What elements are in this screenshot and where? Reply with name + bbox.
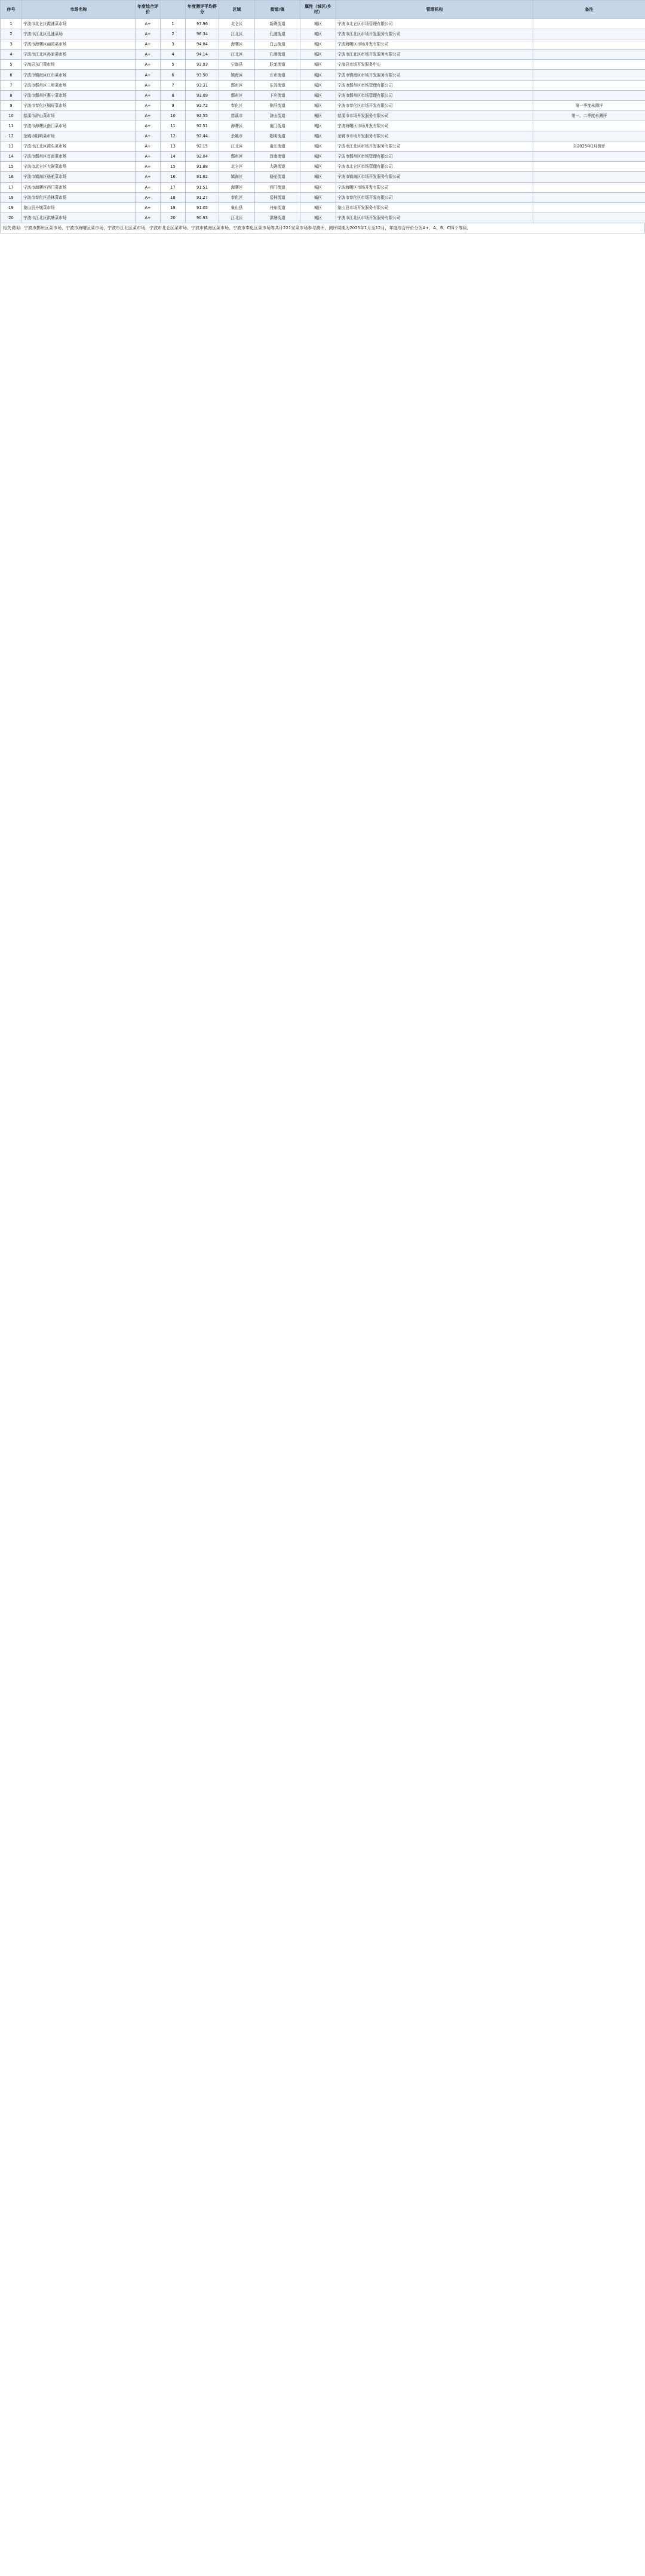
cell-district: 慈溪市 — [219, 110, 255, 121]
cell-remark — [533, 182, 645, 192]
cell-annual-grade: A+ — [136, 50, 161, 60]
cell-average-score: 93.09 — [186, 90, 219, 100]
cell-district: 海曙区 — [219, 39, 255, 50]
cell-average-score: 90.93 — [186, 213, 219, 223]
cell-rank: 19 — [161, 202, 186, 213]
cell-district: 奉化区 — [219, 100, 255, 110]
cell-attribute: 城区 — [300, 213, 336, 223]
table-row — [1, 152, 645, 162]
cell-rank: 13 — [161, 141, 186, 152]
cell-management: 余姚市市场开发服务有限公司 — [336, 131, 533, 141]
cell-market-name: 宁波市奉化区锦屏菜市场 — [22, 100, 136, 110]
cell-average-score: 92.04 — [186, 152, 219, 162]
cell-management: 宁波市北仑区市场管理有限公司 — [336, 162, 533, 172]
cell-average-score: 92.72 — [186, 100, 219, 110]
table-row — [1, 121, 645, 131]
header-market-name: 市场名称 — [22, 1, 136, 19]
cell-district: 鄞州区 — [219, 90, 255, 100]
cell-attribute: 城区 — [300, 182, 336, 192]
cell-annual-grade: A+ — [136, 162, 161, 172]
cell-attribute: 城区 — [300, 162, 336, 172]
cell-remark — [533, 121, 645, 131]
header-index: 序号 — [1, 1, 22, 19]
cell-attribute: 城区 — [300, 90, 336, 100]
cell-index: 3 — [1, 39, 22, 50]
cell-district: 象山县 — [219, 202, 255, 213]
cell-street-town: 甬江街道 — [255, 141, 300, 152]
cell-management: 宁波市鄞州区市场管理有限公司 — [336, 152, 533, 162]
cell-remark — [533, 162, 645, 172]
cell-attribute: 城区 — [300, 70, 336, 80]
cell-index: 4 — [1, 50, 22, 60]
cell-district: 江北区 — [219, 50, 255, 60]
cell-street-town: 骆驼街道 — [255, 172, 300, 182]
cell-remark — [533, 50, 645, 60]
cell-street-town: 首南街道 — [255, 152, 300, 162]
cell-district: 镇海区 — [219, 70, 255, 80]
header-district: 区域 — [219, 1, 255, 19]
cell-street-town: 孔浦街道 — [255, 29, 300, 39]
cell-index: 8 — [1, 90, 22, 100]
table-row — [1, 172, 645, 182]
cell-street-town: 新碶街道 — [255, 19, 300, 29]
cell-market-name: 宁波市镇海区庄市菜市场 — [22, 70, 136, 80]
cell-rank: 11 — [161, 121, 186, 131]
cell-attribute: 城区 — [300, 121, 336, 131]
table-row — [1, 70, 645, 80]
cell-annual-grade: A+ — [136, 182, 161, 192]
cell-annual-grade: A+ — [136, 141, 161, 152]
cell-average-score: 92.55 — [186, 110, 219, 121]
table-row — [1, 192, 645, 202]
table-row — [1, 162, 645, 172]
table-row — [1, 131, 645, 141]
cell-district: 北仑区 — [219, 19, 255, 29]
cell-street-town: 下应街道 — [255, 90, 300, 100]
cell-rank: 7 — [161, 80, 186, 90]
cell-index: 13 — [1, 141, 22, 152]
cell-management: 宁波海曙区市场开发有限公司 — [336, 182, 533, 192]
cell-attribute: 城区 — [300, 80, 336, 90]
cell-market-name: 宁波市海曙区丽园菜市场 — [22, 39, 136, 50]
cell-district: 余姚市 — [219, 131, 255, 141]
cell-market-name: 宁波市海曙区西门菜市场 — [22, 182, 136, 192]
cell-remark: 自2025年1月测评 — [533, 141, 645, 152]
cell-average-score: 94.14 — [186, 50, 219, 60]
cell-rank: 1 — [161, 19, 186, 29]
cell-street-town: 庄市街道 — [255, 70, 300, 80]
cell-rank: 15 — [161, 162, 186, 172]
cell-street-town: 浒山街道 — [255, 110, 300, 121]
cell-management: 慈溪市市场开发服务有限公司 — [336, 110, 533, 121]
cell-index: 5 — [1, 60, 22, 70]
cell-rank: 5 — [161, 60, 186, 70]
header-rank — [161, 1, 186, 19]
cell-rank: 17 — [161, 182, 186, 192]
cell-market-name: 余姚市阳明菜市场 — [22, 131, 136, 141]
cell-market-name: 宁波市镇海区骆驼菜市场 — [22, 172, 136, 182]
cell-annual-grade: A+ — [136, 70, 161, 80]
cell-attribute: 城区 — [300, 29, 336, 39]
cell-attribute: 城区 — [300, 141, 336, 152]
table-row — [1, 213, 645, 223]
cell-management: 宁波市奉化区市场开发有限公司 — [336, 192, 533, 202]
cell-annual-grade: A+ — [136, 172, 161, 182]
cell-rank: 4 — [161, 50, 186, 60]
cell-remark — [533, 29, 645, 39]
cell-rank: 14 — [161, 152, 186, 162]
table-row — [1, 29, 645, 39]
table-body — [1, 19, 645, 223]
market-evaluation-sheet — [0, 0, 645, 233]
cell-annual-grade: A+ — [136, 90, 161, 100]
cell-average-score: 91.27 — [186, 192, 219, 202]
cell-district: 北仑区 — [219, 162, 255, 172]
header-attribute: 属性（城区/乡村） — [300, 1, 336, 19]
cell-index: 10 — [1, 110, 22, 121]
header-remark: 备注 — [533, 1, 645, 19]
cell-index: 19 — [1, 202, 22, 213]
cell-district: 鄞州区 — [219, 80, 255, 90]
cell-district: 江北区 — [219, 141, 255, 152]
cell-street-town: 洪塘街道 — [255, 213, 300, 223]
cell-attribute: 城区 — [300, 50, 336, 60]
cell-district: 奉化区 — [219, 192, 255, 202]
cell-annual-grade: A+ — [136, 60, 161, 70]
cell-remark — [533, 39, 645, 50]
cell-district: 江北区 — [219, 213, 255, 223]
cell-index: 9 — [1, 100, 22, 110]
cell-average-score: 91.88 — [186, 162, 219, 172]
cell-district: 海曙区 — [219, 121, 255, 131]
cell-market-name: 宁波市北仑区霞浦菜市场 — [22, 19, 136, 29]
cell-street-town: 跃龙街道 — [255, 60, 300, 70]
cell-management: 宁波市北仑区市场管理有限公司 — [336, 19, 533, 29]
cell-market-name: 宁波市鄞州区惠宁菜市场 — [22, 90, 136, 100]
table-row — [1, 80, 645, 90]
cell-index: 6 — [1, 70, 22, 80]
cell-market-name: 慈溪市浒山菜市场 — [22, 110, 136, 121]
table-row — [1, 141, 645, 152]
cell-market-name: 宁波市鄞州区首南菜市场 — [22, 152, 136, 162]
cell-remark: 第一季度未测评 — [533, 100, 645, 110]
cell-management: 宁波海曙区市场开发有限公司 — [336, 39, 533, 50]
cell-market-name: 宁波市海曙区南门菜市场 — [22, 121, 136, 131]
cell-market-name: 宁波市北仑区大碶菜市场 — [22, 162, 136, 172]
header-street-town: 街道/镇 — [255, 1, 300, 19]
cell-index: 11 — [1, 121, 22, 131]
cell-management: 宁波市江北区市场开发服务有限公司 — [336, 141, 533, 152]
cell-attribute: 城区 — [300, 39, 336, 50]
cell-market-name: 象山县丹城菜市场 — [22, 202, 136, 213]
cell-market-name: 宁波市江北区孙家菜市场 — [22, 50, 136, 60]
cell-street-town: 西门街道 — [255, 182, 300, 192]
cell-average-score: 92.51 — [186, 121, 219, 131]
table-row — [1, 39, 645, 50]
cell-attribute: 城区 — [300, 192, 336, 202]
cell-annual-grade: A+ — [136, 80, 161, 90]
cell-annual-grade: A+ — [136, 110, 161, 121]
cell-management: 宁波市镇海区市场开发服务有限公司 — [336, 70, 533, 80]
cell-management: 宁波市江北区市场开发服务有限公司 — [336, 29, 533, 39]
table-row — [1, 50, 645, 60]
cell-attribute: 城区 — [300, 202, 336, 213]
cell-management: 宁波市江北区市场开发服务有限公司 — [336, 213, 533, 223]
cell-attribute: 城区 — [300, 131, 336, 141]
cell-index: 15 — [1, 162, 22, 172]
cell-rank: 2 — [161, 29, 186, 39]
header-annual-grade: 年度综合评价 — [136, 1, 161, 19]
table-row — [1, 202, 645, 213]
cell-index: 18 — [1, 192, 22, 202]
cell-rank: 16 — [161, 172, 186, 182]
cell-annual-grade: A+ — [136, 202, 161, 213]
cell-average-score: 94.84 — [186, 39, 219, 50]
table-row — [1, 19, 645, 29]
cell-market-name: 宁波市鄞州区三里菜市场 — [22, 80, 136, 90]
cell-annual-grade: A+ — [136, 213, 161, 223]
cell-index: 12 — [1, 131, 22, 141]
cell-index: 7 — [1, 80, 22, 90]
cell-average-score: 93.50 — [186, 70, 219, 80]
cell-district: 镇海区 — [219, 172, 255, 182]
cell-attribute: 城区 — [300, 152, 336, 162]
cell-rank: 3 — [161, 39, 186, 50]
cell-management: 宁波市镇海区市场开发服务有限公司 — [336, 172, 533, 182]
cell-street-town: 锦屏街道 — [255, 100, 300, 110]
cell-remark — [533, 192, 645, 202]
cell-average-score: 91.05 — [186, 202, 219, 213]
cell-remark — [533, 80, 645, 90]
cell-management: 宁海县市场开发服务中心 — [336, 60, 533, 70]
cell-remark — [533, 131, 645, 141]
cell-market-name: 宁波市江北区湾头菜市场 — [22, 141, 136, 152]
cell-management: 宁波海曙区市场开发有限公司 — [336, 121, 533, 131]
cell-street-town: 大碶街道 — [255, 162, 300, 172]
header-average-score: 年度测评平均得分 — [186, 1, 219, 19]
cell-annual-grade: A+ — [136, 192, 161, 202]
cell-rank: 12 — [161, 131, 186, 141]
cell-district: 江北区 — [219, 29, 255, 39]
cell-market-name: 宁海县东门菜市场 — [22, 60, 136, 70]
cell-remark: 第一、二季度未测评 — [533, 110, 645, 121]
cell-management: 象山县市场开发服务有限公司 — [336, 202, 533, 213]
cell-district: 鄞州区 — [219, 152, 255, 162]
cell-attribute: 城区 — [300, 110, 336, 121]
cell-attribute: 城区 — [300, 19, 336, 29]
cell-average-score: 97.96 — [186, 19, 219, 29]
cell-average-score: 93.31 — [186, 80, 219, 90]
cell-annual-grade: A+ — [136, 39, 161, 50]
cell-annual-grade: A+ — [136, 121, 161, 131]
footer-note: 相关说明：宁波市鄞州区菜市场、宁波市海曙区菜市场、宁波市江北区菜市场、宁波市北仑区菜市场、宁波市镇海区菜市场、宁波市奉化区菜市场等共计221家菜市场参与测评，测评周期为2025年1月至12月，年度综合评价分为A+、A、B、C四个等级。 — [0, 223, 645, 233]
cell-annual-grade: A+ — [136, 152, 161, 162]
cell-rank: 18 — [161, 192, 186, 202]
cell-rank: 8 — [161, 90, 186, 100]
header-row — [1, 1, 645, 19]
cell-remark — [533, 90, 645, 100]
cell-index: 1 — [1, 19, 22, 29]
cell-remark — [533, 19, 645, 29]
cell-remark — [533, 152, 645, 162]
cell-average-score: 92.15 — [186, 141, 219, 152]
cell-annual-grade: A+ — [136, 29, 161, 39]
cell-attribute: 城区 — [300, 100, 336, 110]
table-row — [1, 110, 645, 121]
market-table — [0, 0, 645, 223]
cell-attribute: 城区 — [300, 172, 336, 182]
cell-management: 宁波市奉化区市场开发有限公司 — [336, 100, 533, 110]
cell-index: 2 — [1, 29, 22, 39]
cell-management: 宁波市鄞州区市场管理有限公司 — [336, 90, 533, 100]
cell-remark — [533, 70, 645, 80]
table-row — [1, 182, 645, 192]
cell-street-town: 岳林街道 — [255, 192, 300, 202]
cell-average-score: 91.51 — [186, 182, 219, 192]
cell-district: 海曙区 — [219, 182, 255, 192]
cell-market-name: 宁波市江北区洪塘菜市场 — [22, 213, 136, 223]
cell-street-town: 孔浦街道 — [255, 50, 300, 60]
cell-index: 16 — [1, 172, 22, 182]
table-row — [1, 60, 645, 70]
header-management: 管理机构 — [336, 1, 533, 19]
cell-street-town: 白云街道 — [255, 39, 300, 50]
cell-rank: 9 — [161, 100, 186, 110]
cell-street-town: 东郊街道 — [255, 80, 300, 90]
cell-attribute: 城区 — [300, 60, 336, 70]
cell-annual-grade: A+ — [136, 19, 161, 29]
cell-rank: 20 — [161, 213, 186, 223]
cell-street-town: 丹东街道 — [255, 202, 300, 213]
table-header — [1, 1, 645, 19]
cell-annual-grade: A+ — [136, 131, 161, 141]
cell-street-town: 南门街道 — [255, 121, 300, 131]
cell-index: 14 — [1, 152, 22, 162]
cell-rank: 10 — [161, 110, 186, 121]
cell-average-score: 91.62 — [186, 172, 219, 182]
cell-average-score: 96.34 — [186, 29, 219, 39]
cell-remark — [533, 202, 645, 213]
cell-average-score: 92.44 — [186, 131, 219, 141]
cell-annual-grade: A+ — [136, 100, 161, 110]
cell-management: 宁波市江北区市场开发服务有限公司 — [336, 50, 533, 60]
cell-average-score: 93.93 — [186, 60, 219, 70]
cell-index: 17 — [1, 182, 22, 192]
table-row — [1, 90, 645, 100]
cell-remark — [533, 60, 645, 70]
cell-remark — [533, 213, 645, 223]
cell-district: 宁海县 — [219, 60, 255, 70]
cell-market-name: 宁波市奉化区岳林菜市场 — [22, 192, 136, 202]
table-row — [1, 100, 645, 110]
cell-index: 20 — [1, 213, 22, 223]
cell-remark — [533, 172, 645, 182]
cell-street-town: 阳明街道 — [255, 131, 300, 141]
cell-management: 宁波市鄞州区市场管理有限公司 — [336, 80, 533, 90]
cell-market-name: 宁波市江北区孔浦菜场 — [22, 29, 136, 39]
cell-rank: 6 — [161, 70, 186, 80]
